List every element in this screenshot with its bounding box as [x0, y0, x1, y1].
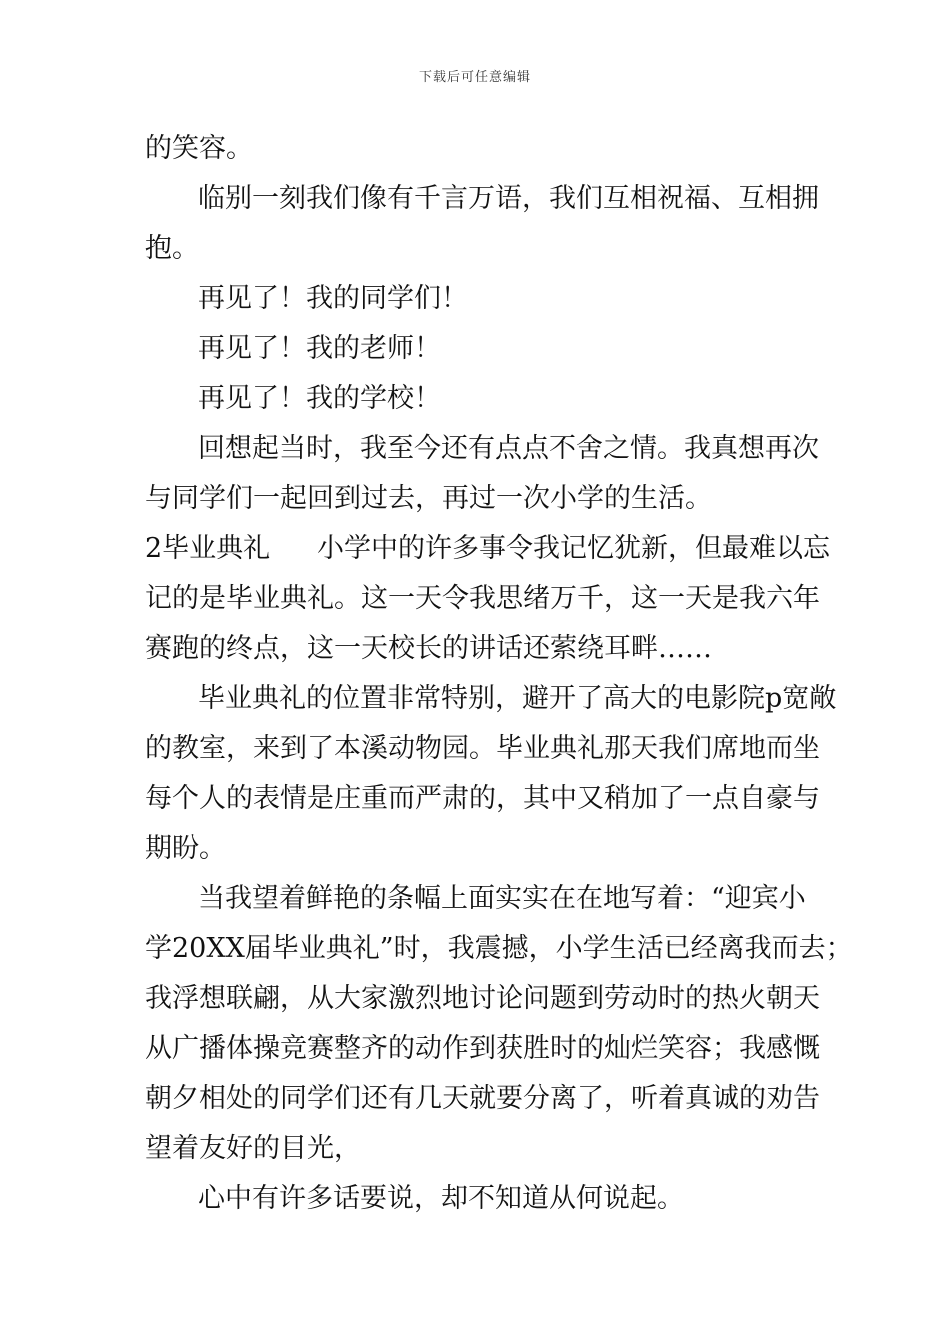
paragraph-line: 期盼。: [145, 833, 226, 864]
paragraph-line: 每个人的表情是庄重而严肃的，其中又稍加了一点自豪与: [145, 783, 820, 814]
paragraph-line: 毕业典礼的位置非常特别，避开了高大的电影院p宽敞: [198, 683, 837, 714]
paragraph-line: 与同学们一起回到过去，再过一次小学的生活。: [145, 483, 712, 514]
paragraph-text: 小学中的许多事令我记忆犹新，但最难以忘: [317, 533, 830, 564]
paragraph-line: 从广播体操竞赛整齐的动作到获胜时的灿烂笑容；我感慨: [145, 1033, 820, 1064]
paragraph-line: 的笑容。: [145, 133, 253, 164]
paragraph-line: 心中有许多话要说，却不知道从何说起。: [198, 1183, 684, 1214]
paragraph-line: 记的是毕业典礼。这一天令我思绪万千，这一天是我六年: [145, 583, 820, 614]
paragraph-line: 望着友好的目光，: [145, 1133, 361, 1164]
paragraph-line: 学20XX届毕业典礼”时，我震撼，小学生活已经离我而去；: [145, 933, 853, 964]
paragraph-line: 当我望着鲜艳的条幅上面实实在在地写着：“迎宾小: [198, 883, 806, 914]
paragraph-line: 回想起当时，我至今还有点点不舍之情。我真想再次: [198, 433, 819, 464]
page-header-note: 下载后可任意编辑: [418, 70, 531, 85]
paragraph-line: 再见了！我的老师！: [198, 333, 441, 364]
paragraph-line: 我浮想联翩，从大家激烈地讨论问题到劳动时的热火朝天: [145, 983, 820, 1014]
section-title: 2毕业典礼: [145, 533, 271, 564]
paragraph-line: 临别一刻我们像有千言万语，我们互相祝福、互相拥: [198, 183, 819, 214]
paragraph-line: 抱。: [145, 233, 199, 264]
paragraph-line: 朝夕相处的同学们还有几天就要分离了，听着真诚的劝告: [145, 1083, 820, 1114]
paragraph-line: 再见了！我的学校！: [198, 383, 441, 414]
section-heading-line: [145, 532, 830, 566]
paragraph-line: 赛跑的终点，这一天校长的讲话还萦绕耳畔……: [145, 633, 712, 664]
paragraph-line: 再见了！我的同学们！: [198, 283, 468, 314]
paragraph-line: 的教室，来到了本溪动物园。毕业典礼那天我们席地而坐: [145, 733, 820, 764]
